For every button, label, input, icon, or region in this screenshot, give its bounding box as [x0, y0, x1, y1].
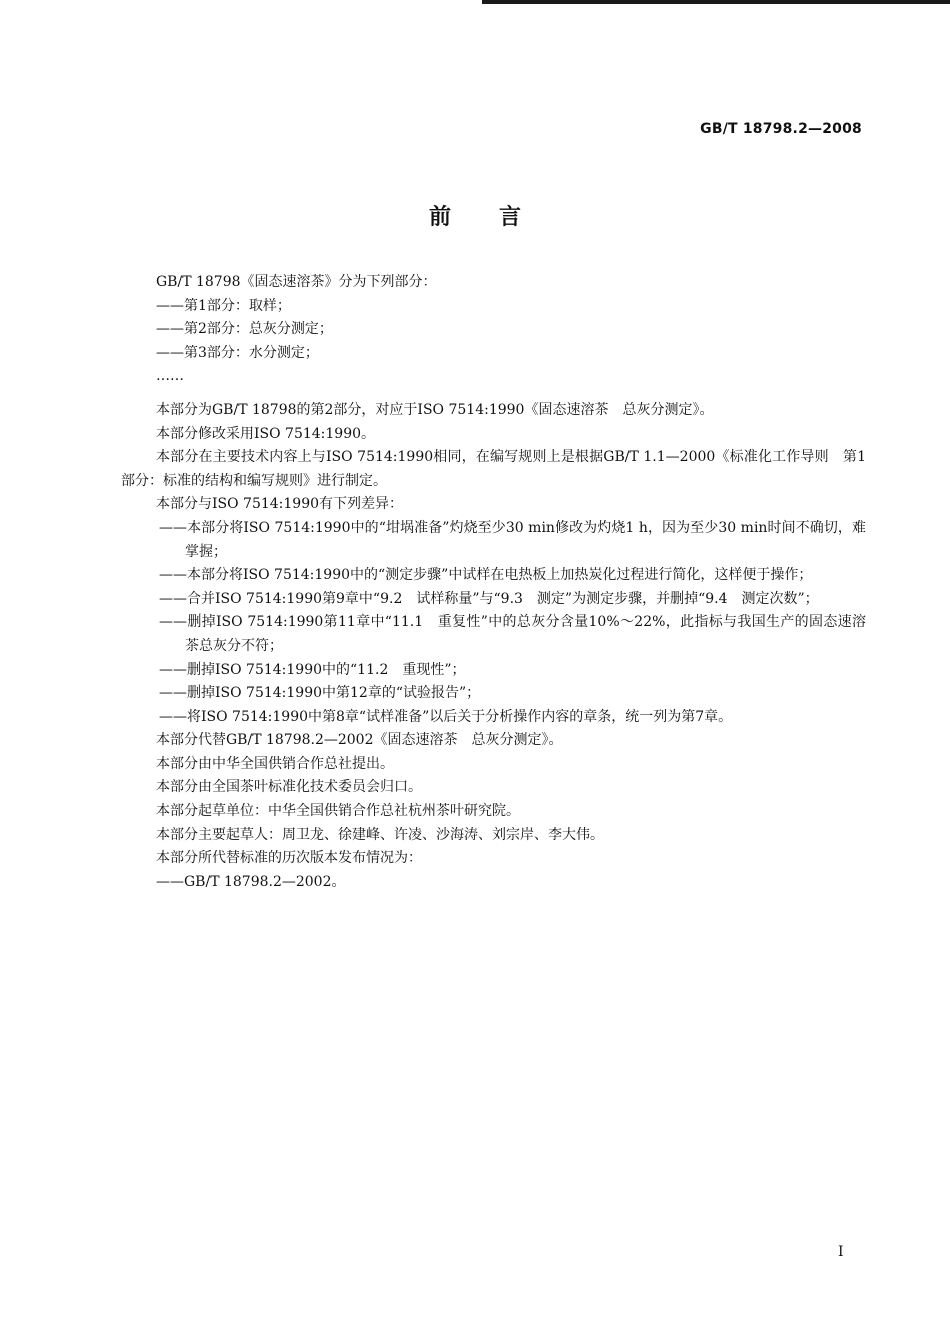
difference-item-3: ——合并ISO 7514:1990第9章中“9.2 试样称量”与“9.3 测定”为测定步骤，并删掉“9.4 测定次数”；	[159, 590, 819, 607]
adoption-paragraph: 本部分修改采用ISO 7514:1990。	[156, 425, 376, 442]
part-1-item: ——第1部分：取样；	[156, 297, 291, 314]
drafters-paragraph: 本部分主要起草人：周卫龙、徐建峰、许凌、沙海涛、刘宗岸、李大伟。	[156, 826, 604, 843]
parts-intro: GB/T 18798《固态速溶茶》分为下列部分：	[156, 274, 437, 290]
replacement-paragraph: 本部分代替GB/T 18798.2—2002《固态速溶茶 总灰分测定》。	[156, 732, 563, 749]
previous-edition-item: ——GB/T 18798.2—2002。	[156, 873, 346, 890]
difference-item-5: ——删掉ISO 7514:1990中的“11.2 重现性”；	[159, 661, 466, 678]
difference-item-1: ——本部分将ISO 7514:1990中的“坩埚准备”灼烧至少30 min修改为灼烧1 h，因为至少30 min时间不确切，难掌握；	[159, 519, 866, 560]
drafting-unit-paragraph: 本部分起草单位：中华全国供销合作总社杭州茶叶研究院。	[156, 803, 520, 820]
committee-paragraph: 本部分由全国茶叶标准化技术委员会归口。	[156, 779, 422, 796]
correspondence-paragraph: 本部分为GB/T 18798的第2部分，对应于ISO 7514:1990《固态速溶茶 总灰分测定》。	[156, 401, 714, 418]
difference-item-2: ——本部分将ISO 7514:1990中的“测定步骤”中试样在电热板上加热炭化过程进行简化，这样便于操作；	[159, 567, 813, 584]
difference-item-7: ——将ISO 7514:1990中第8章“试样准备”以后关于分析操作内容的章条，统一列为第7章。	[159, 708, 733, 725]
differences-intro: 本部分与ISO 7514:1990有下列差异：	[156, 496, 404, 513]
proposer-paragraph: 本部分由中华全国供销合作总社提出。	[156, 755, 394, 772]
parts-ellipsis: ……	[156, 368, 184, 385]
spacer	[121, 389, 866, 399]
part-3-item: ——第3部分：水分测定；	[156, 344, 319, 361]
difference-item-6: ——删掉ISO 7514:1990中第12章的“试验报告”；	[159, 685, 481, 702]
page-title: 前言	[428, 205, 569, 230]
page-number: I	[838, 1244, 844, 1260]
drafting-rules-paragraph: 本部分在主要技术内容上与ISO 7514:1990相同，在编写规则上是根据GB/T 1.1—2000《标准化工作导则 第1部分：标准的结构和编写规则》进行制定。	[121, 449, 866, 489]
previous-editions-intro: 本部分所代替标准的历次版本发布情况为：	[156, 850, 422, 867]
foreword-body	[121, 271, 866, 894]
top-border-rule	[482, 0, 950, 4]
standard-code: GB/T 18798.2—2008	[700, 121, 862, 137]
difference-item-4: ——删掉ISO 7514:1990第11章中“11.1 重复性”中的总灰分含量10%～22%，此指标与我国生产的固态速溶茶总灰分不符；	[159, 614, 866, 654]
part-2-item: ——第2部分：总灰分测定；	[156, 321, 333, 338]
